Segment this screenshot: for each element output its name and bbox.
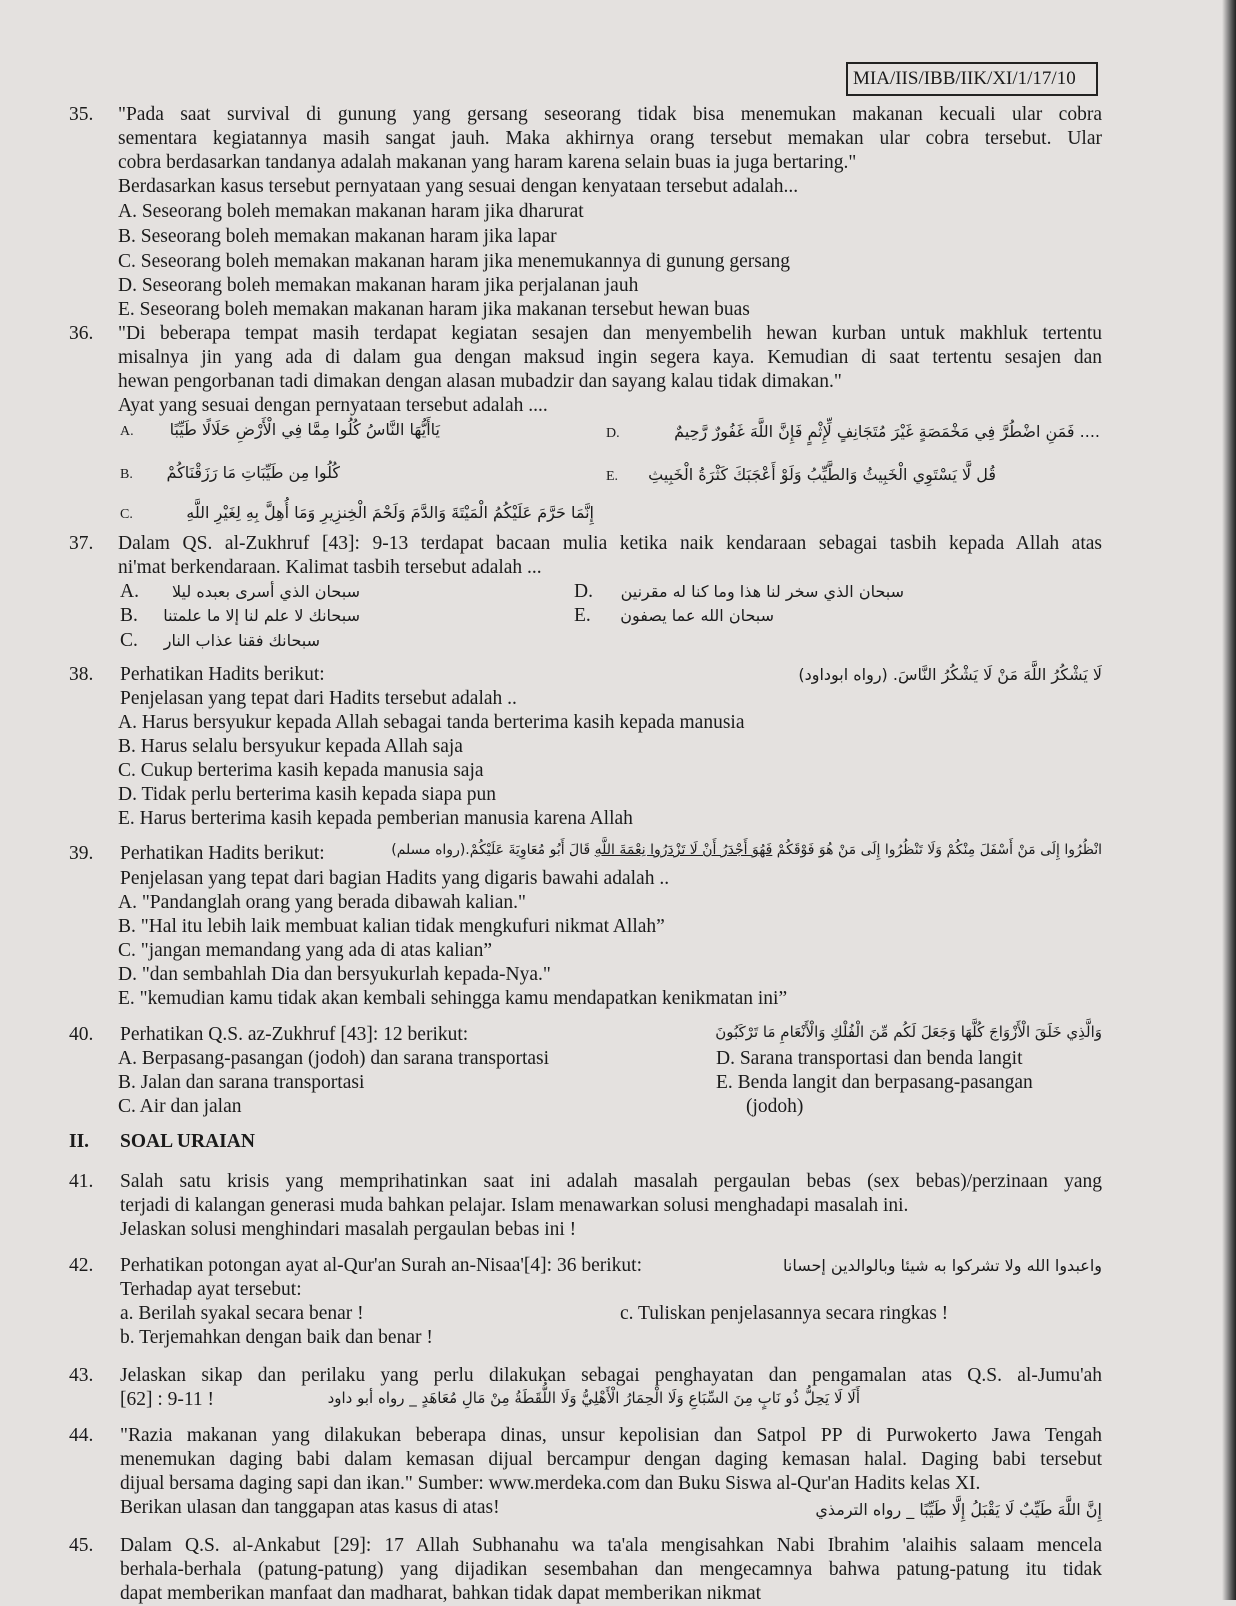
q43-line: Jelaskan sikap dan perilaku yang perlu dilakukan sebagai penghayatan dan pengamalan atas Q.S. al-Jumu'ah — [120, 1365, 1102, 1386]
option: C. Air dan jalan — [118, 1096, 242, 1117]
option-label: D. — [606, 426, 620, 441]
option: E. Benda langit dan berpasang-pasangan — [716, 1072, 1033, 1093]
option: C. Seseorang boleh memakan makanan haram jika menemukannya di gunung gersang — [118, 251, 791, 272]
option-label: C. — [120, 630, 138, 651]
option-label: E. — [574, 605, 591, 626]
q35-line: Berdasarkan kasus tersebut pernyataan yang sesuai dengan kenyataan tersebut adalah... — [118, 176, 799, 197]
option: E. "kemudian kamu tidak akan kembali sehingga kamu mendapatkan kenikmatan ini” — [118, 988, 788, 1009]
arabic-verse: .... فَمَنِ اضْطُرَّ فِي مَخْمَصَةٍ غَيْرَ مُتَجَانِفٍ لِّإِثْمٍ فَإِنَّ اللَّهَ غَفُورٌ رَّحِيمٌ — [674, 422, 1100, 441]
question-number: 45. — [69, 1535, 94, 1556]
option: A. Harus bersyukur kepada Allah sebagai tanda berterima kasih kepada manusia — [118, 712, 745, 733]
option-label: B. — [120, 467, 133, 482]
option: A. Seseorang boleh memakan makanan haram jika dharurat — [118, 201, 584, 222]
option: A. "Pandanglah orang yang berada dibawah kalian." — [118, 892, 526, 913]
option: B. Harus selalu bersyukur kepada Allah saja — [118, 736, 463, 757]
q36-line: "Di beberapa tempat masih terdapat kegiatan sesajen dan menyembelih hewan kurban untuk makhluk tertentu — [118, 323, 1102, 344]
q42-intro: Perhatikan potongan ayat al-Qur'an Surah an-Nisaa'[4]: 36 berikut: — [120, 1255, 642, 1276]
arabic-hadith — [348, 838, 1102, 862]
section-title: SOAL URAIAN — [120, 1131, 255, 1152]
option-label: A. — [120, 581, 139, 602]
q42-task: b. Terjemahkan dengan baik dan benar ! — [120, 1327, 433, 1348]
question-number: 37. — [69, 533, 94, 554]
arabic-verse: قُل لَّا يَسْتَوِي الْخَبِيثُ وَالطَّيِّبُ وَلَوْ أَعْجَبَكَ كَثْرَةُ الْخَبِيثِ — [648, 465, 996, 484]
option-label: B. — [120, 605, 138, 626]
question-number: 36. — [69, 323, 94, 344]
hadith-part: انْظُرُوا إِلَى مَنْ أَسْفَلَ مِنْكُمْ وَلَا تَنْظُرُوا إِلَى مَنْ هُوَ فَوْقَكُمْ — [776, 842, 1102, 858]
q43-ref: [62] : 9-11 ! — [120, 1389, 215, 1410]
q36-line: Ayat yang sesuai dengan pernyataan tersebut adalah .... — [118, 395, 548, 416]
q45-line: berhala-berhala (patung-patung) yang dijadikan sesembahan dan mengecamnya bahwa patung-patung itu tidak — [120, 1559, 1102, 1580]
q35-line: sementara kegiatannya masih sangat jauh. Maka akhirnya orang tersebut memakan ular cobra tersebut. Ular — [118, 128, 1102, 149]
option-label: D. — [574, 581, 593, 602]
option: A. Berpasang-pasangan (jodoh) dan sarana transportasi — [118, 1048, 550, 1069]
hadith-underlined: فَهُوَ أَجْدَرُ أَنْ لَا تَزْدَرُوا نِعْمَةَ اللَّهِ — [594, 842, 773, 858]
option: C. Cukup berterima kasih kepada manusia saja — [118, 760, 484, 781]
option: D. "dan sembahlah Dia dan bersyukurlah kepada-Nya." — [118, 964, 551, 985]
question-number: 38. — [69, 664, 94, 685]
q36-line: misalnya jin yang ada di dalam gua dengan maksud ingin segera kaya. Kemudian di saat tertentu sesajen dan — [118, 347, 1102, 368]
option: (jodoh) — [746, 1096, 804, 1117]
arabic-verse: إِنَّمَا حَرَّمَ عَلَيْكُمُ الْمَيْتَةَ وَالدَّمَ وَلَحْمَ الْخِنزِيرِ وَمَا أُهِلَّ بِهِ لِغَيْرِ اللَّهِ — [186, 503, 594, 522]
q44-line: dijual bersama daging sapi dan ikan." Sumber: www.merdeka.com dan Buku Siswa al-Qur'an Hadits kelas XI. — [120, 1473, 981, 1494]
question-number: 41. — [69, 1171, 94, 1192]
q38-intro: Perhatikan Hadits berikut: — [120, 664, 325, 685]
arabic-verse: كُلُوا مِن طَيِّبَاتِ مَا رَزَقْنَاكُمْ — [166, 463, 340, 482]
q36-line: hewan pengorbanan tadi dimakan dengan alasan mubadzir dan sayang kalau tidak dimakan." — [118, 371, 842, 392]
arabic-verse: وَالَّذِي خَلَقَ الْأَزْوَاجَ كُلَّهَا وَجَعَلَ لَكُم مِّنَ الْفُلْكِ وَالْأَنْعَامِ مَا تَرْكَبُونَ — [715, 1023, 1102, 1041]
option: E. Seseorang boleh memakan makanan haram jika makanan tersebut hewan buas — [118, 299, 750, 320]
q37-line: Dalam QS. al-Zukhruf [43]: 9-13 terdapat bacaan mulia ketika naik kendaraan sebagai tasbih kepada Allah atas — [118, 533, 1102, 554]
arabic-verse: واعبدوا الله ولا تشركوا به شيئا وبالوالدين إحسانا — [783, 1256, 1102, 1275]
q35-line: cobra berdasarkan tandanya adalah makanan yang haram karena selain buas ia juga bertaring." — [118, 152, 857, 173]
q44-line: "Razia makanan yang dilakukan beberapa dinas, unsur kepolisian dan Satpol PP di Purwokerto Jawa Tengah — [120, 1425, 1102, 1446]
q45-line: dapat memberikan manfaat dan madharat, bahkan tidak dapat memberikan nikmat — [120, 1583, 762, 1604]
option: D. Tidak perlu berterima kasih kepada siapa pun — [118, 784, 496, 805]
q42-line: Terhadap ayat tersebut: — [120, 1279, 302, 1300]
q44-line: menemukan daging babi dalam kemasan dijual bercampur dengan daging kemasan halal. Daging babi tersebut — [120, 1449, 1102, 1470]
q39-intro: Perhatikan Hadits berikut: — [120, 843, 325, 864]
question-number: 40. — [69, 1024, 94, 1045]
q42-task: c. Tuliskan penjelasannya secara ringkas ! — [620, 1303, 949, 1324]
arabic-tasbih: سبحانك لا علم لنا إلا ما علمتنا — [163, 606, 360, 625]
q41-line: Jelaskan solusi menghindari masalah pergaulan bebas ini ! — [120, 1219, 577, 1240]
q41-line: terjadi di kalangan generasi muda bahkan pelajar. Islam menawarkan solusi menghadapi masalah ini. — [120, 1195, 909, 1216]
section-number: II. — [69, 1131, 90, 1152]
document-code: MIA/IIS/IBB/IIK/XI/1/17/10 — [846, 62, 1098, 96]
arabic-tasbih: سبحان الذي سخر لنا هذا وما كنا له مقرنين — [620, 582, 904, 601]
arabic-hadith: لَا يَشْكُرُ اللَّهَ مَنْ لَا يَشْكُرُ النَّاسَ. (رواه ابوداود) — [798, 665, 1102, 684]
question-number: 35. — [69, 104, 94, 125]
arabic-hadith: أَلَا لَا يَحِلُّ ذُو نَابٍ مِنَ السِّبَاعِ وَلَا الْحِمَارُ الْأَهْلِيُّ وَلَا اللُّقَطَةُ مِنْ مَالِ مُعَاهَدٍ _ رواه أبو داود — [327, 1389, 860, 1407]
option: B. Seseorang boleh memakan makanan haram jika lapar — [118, 226, 557, 247]
hadith-part: قَالَ أَبُو مُعَاوِيَةَ عَلَيْكُمْ.(رواه مسلم) — [391, 842, 591, 858]
arabic-hadith: إِنَّ اللَّهَ طَيِّبٌ لَا يَقْبَلُ إِلَّا طَيِّبًا _ رواه الترمذي — [815, 1500, 1102, 1519]
arabic-tasbih: سبحانك فقنا عذاب النار — [163, 631, 320, 650]
q40-intro: Perhatikan Q.S. az-Zukhruf [43]: 12 berikut: — [120, 1024, 469, 1045]
q35-line: "Pada saat survival di gunung yang gersang seseorang tidak bisa menemukan makanan kecuali ular cobra — [118, 104, 1102, 125]
q44-line: Berikan ulasan dan tanggapan atas kasus di atas! — [120, 1497, 500, 1518]
option: B. Jalan dan sarana transportasi — [118, 1072, 365, 1093]
arabic-tasbih: سبحان الذي أسرى بعبده ليلا — [171, 582, 360, 601]
question-number: 44. — [69, 1425, 94, 1446]
option-label: A. — [120, 424, 134, 439]
q41-line: Salah satu krisis yang memprihatinkan saat ini adalah masalah pergaulan bebas (sex bebas)/perzinaan yang — [120, 1171, 1102, 1192]
option-label: E. — [606, 469, 619, 484]
q42-task: a. Berilah syakal secara benar ! — [120, 1303, 364, 1324]
q39-question: Penjelasan yang tepat dari bagian Hadits yang digaris bawahi adalah .. — [120, 868, 670, 889]
page-edge-shadow — [1222, 0, 1236, 1600]
q45-line: Dalam Q.S. al-Ankabut [29]: 17 Allah Subhanahu wa ta'ala mengisahkan Nabi Ibrahim 'alaihis salaam mencela — [120, 1535, 1102, 1556]
q38-question: Penjelasan yang tepat dari Hadits tersebut adalah .. — [120, 688, 517, 709]
question-number: 43. — [69, 1365, 94, 1386]
option-label: C. — [120, 507, 133, 522]
question-number: 39. — [69, 843, 94, 864]
arabic-tasbih: سبحان الله عما يصفون — [620, 606, 774, 625]
option: C. "jangan memandang yang ada di atas kalian” — [118, 940, 492, 961]
option: D. Seseorang boleh memakan makanan haram jika perjalanan jauh — [118, 275, 639, 296]
option: D. Sarana transportasi dan benda langit — [716, 1048, 1023, 1069]
option: E. Harus berterima kasih kepada pemberian manusia karena Allah — [118, 808, 633, 829]
question-number: 42. — [69, 1255, 94, 1276]
arabic-verse: يَاأَيُّهَا النَّاسُ كُلُوا مِمَّا فِي الْأَرْضِ حَلَالًا طَيِّبًا — [169, 420, 440, 439]
q37-line: ni'mat berkendaraan. Kalimat tasbih tersebut adalah ... — [118, 557, 542, 578]
option: B. "Hal itu lebih laik membuat kalian tidak mengkufuri nikmat Allah” — [118, 916, 665, 937]
